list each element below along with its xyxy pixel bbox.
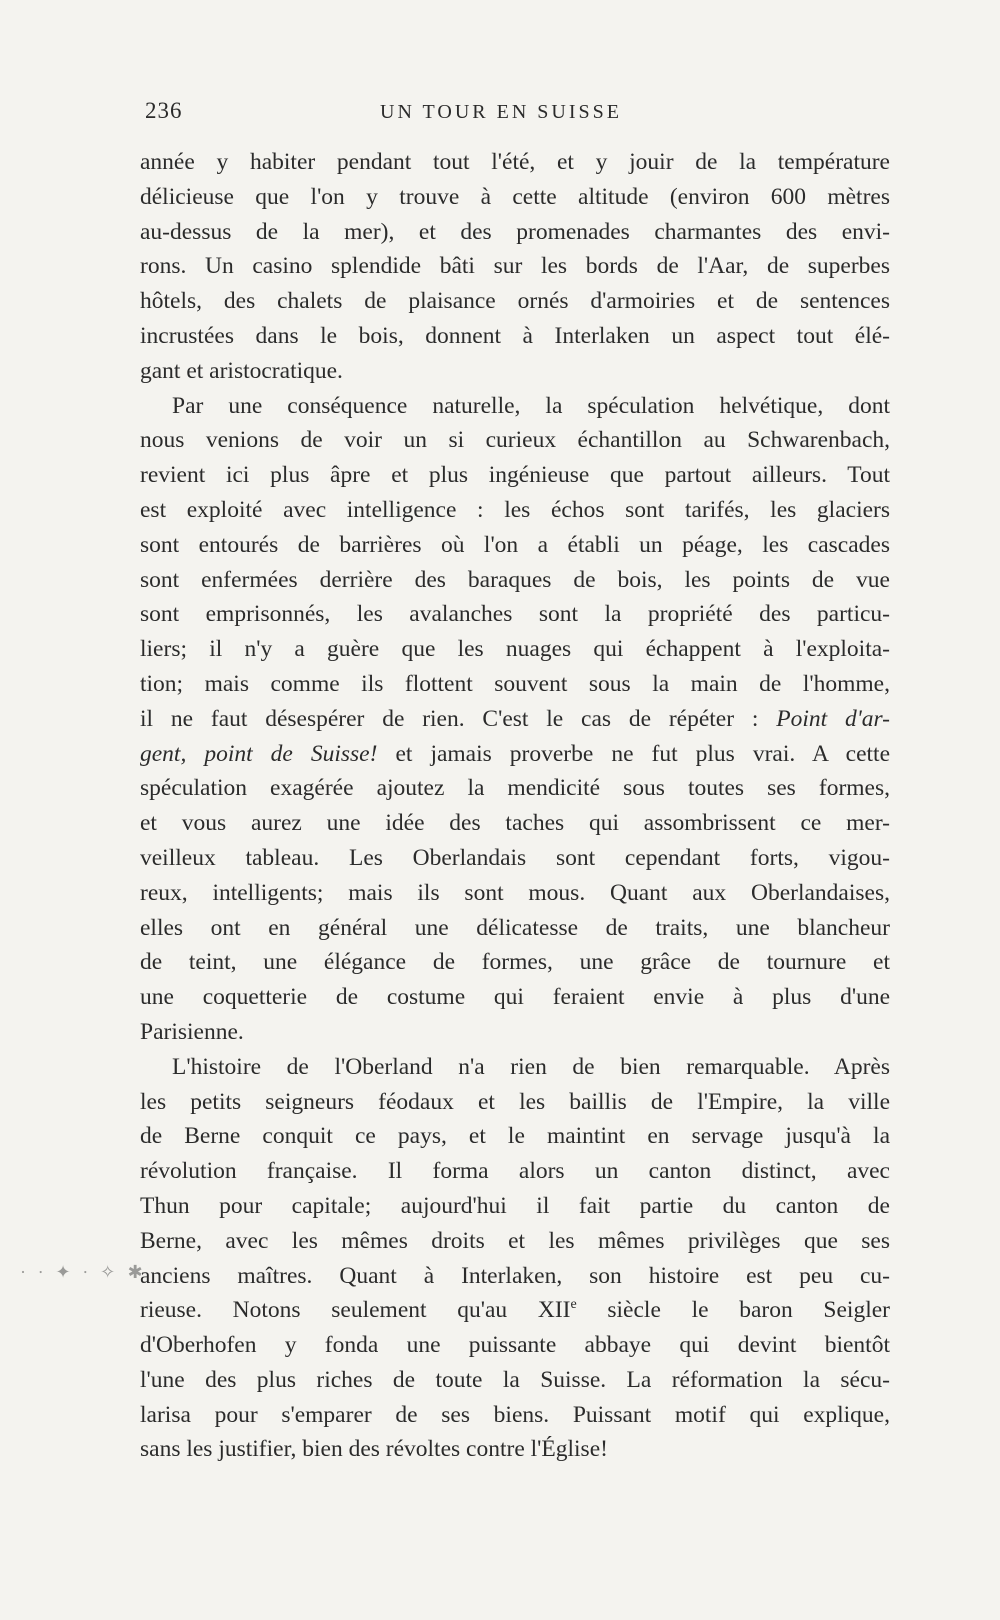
text-line: au-dessus de la mer), et des promenades charmantes des envi- bbox=[140, 218, 890, 245]
text-line: de Berne conquit ce pays, et le maintint en servage jusqu'à la bbox=[140, 1123, 890, 1150]
text-line: Thun pour capitale; aujourd'hui il fait partie du canton de bbox=[140, 1192, 890, 1219]
text-line: de teint, une élégance de formes, une grâce de tournure et bbox=[140, 949, 890, 976]
text-line: l'une des plus riches de toute la Suisse. La réformation la sécu- bbox=[140, 1366, 890, 1393]
text-segment: rieuse. Notons seulement qu'au bbox=[140, 1297, 538, 1324]
running-title: UN TOUR EN SUISSE bbox=[380, 101, 622, 123]
roman-numeral-century: XII bbox=[537, 1297, 571, 1324]
text-line: nous venions de voir un si curieux échantillon au Schwarenbach, bbox=[140, 427, 890, 454]
text-line: L'histoire de l'Oberland n'a rien de bien remarquable. Après bbox=[172, 1053, 890, 1080]
text-line: tion; mais comme ils flottent souvent sous la main de l'homme, bbox=[140, 670, 890, 697]
text-line bbox=[140, 702, 890, 737]
text-line: elles ont en général une délicatesse de traits, une blancheur bbox=[140, 914, 890, 941]
text-line: veilleux tableau. Les Oberlandais sont cependant forts, vigou- bbox=[140, 844, 890, 871]
superscript: e bbox=[570, 1297, 577, 1313]
text-line: les petits seigneurs féodaux et les baillis de l'Empire, la ville bbox=[140, 1088, 890, 1115]
text-line: revient ici plus âpre et plus ingénieuse que partout ailleurs. Tout bbox=[140, 462, 890, 489]
text-line: hôtels, des chalets de plaisance ornés d'armoiries et de sentences bbox=[140, 288, 890, 315]
text-line: larisa pour s'emparer de ses biens. Puissant motif qui explique, bbox=[140, 1401, 890, 1428]
text-line: sont entourés de barrières où l'on a établi un péage, les cascades bbox=[140, 531, 890, 558]
text-line: rons. Un casino splendide bâti sur les bords de l'Aar, de superbes bbox=[140, 253, 890, 280]
text-line: incrustées dans le bois, donnent à Interlaken un aspect tout élé- bbox=[140, 322, 890, 349]
text-line: sans les justifier, bien des révoltes contre l'Église! bbox=[140, 1436, 608, 1463]
text-line: délicieuse que l'on y trouve à cette altitude (environ 600 mètres bbox=[140, 183, 890, 210]
text-line: année y habiter pendant tout l'été, et y jouir de la température bbox=[140, 149, 890, 175]
text-line: et vous aurez une idée des taches qui assombrissent ce mer- bbox=[140, 810, 890, 837]
text-line: spéculation exagérée ajoutez la mendicité sous toutes ses formes, bbox=[140, 775, 890, 802]
running-head bbox=[145, 98, 890, 128]
body-text bbox=[140, 145, 890, 1467]
text-segment: siècle le baron Seigler bbox=[576, 1297, 890, 1324]
text-line: d'Oberhofen y fonda une puissante abbaye qui devint bientôt bbox=[140, 1332, 890, 1359]
italic-segment: gent, point de Suisse! bbox=[140, 740, 378, 767]
text-line: Parisienne. bbox=[140, 1018, 244, 1045]
text-line: reux, intelligents; mais ils sont mous. Quant aux Oberlandaises, bbox=[140, 879, 890, 906]
text-segment: et jamais proverbe ne fut plus vrai. A cette bbox=[377, 740, 890, 767]
text-line bbox=[140, 737, 890, 772]
text-line: révolution française. Il forma alors un canton distinct, avec bbox=[140, 1158, 890, 1185]
text-line: Par une conséquence naturelle, la spéculation helvétique, dont bbox=[172, 392, 890, 419]
italic-segment: Point d'ar- bbox=[776, 705, 890, 732]
text-line: Berne, avec les mêmes droits et les mêmes privilèges que ses bbox=[140, 1227, 890, 1254]
margin-ink-marks: · ∙ ✦ ∙ ✧ ✱ bbox=[20, 1262, 147, 1282]
page-number: 236 bbox=[145, 98, 183, 123]
text-line: anciens maîtres. Quant à Interlaken, son histoire est peu cu- bbox=[140, 1262, 890, 1289]
text-line: une coquetterie de costume qui feraient envie à plus d'une bbox=[140, 984, 890, 1011]
text-line: sont enfermées derrière des baraques de bois, les points de vue bbox=[140, 566, 890, 593]
text-line: sont emprisonnés, les avalanches sont la propriété des particu- bbox=[140, 601, 890, 628]
text-line bbox=[140, 1293, 890, 1328]
text-line: liers; il n'y a guère que les nuages qui échappent à l'exploita- bbox=[140, 636, 890, 663]
text-line: gant et aristocratique. bbox=[140, 357, 343, 384]
text-line: est exploité avec intelligence : les échos sont tarifés, les glaciers bbox=[140, 496, 890, 523]
text-segment: il ne faut désespérer de rien. C'est le cas de répéter : bbox=[140, 705, 777, 732]
